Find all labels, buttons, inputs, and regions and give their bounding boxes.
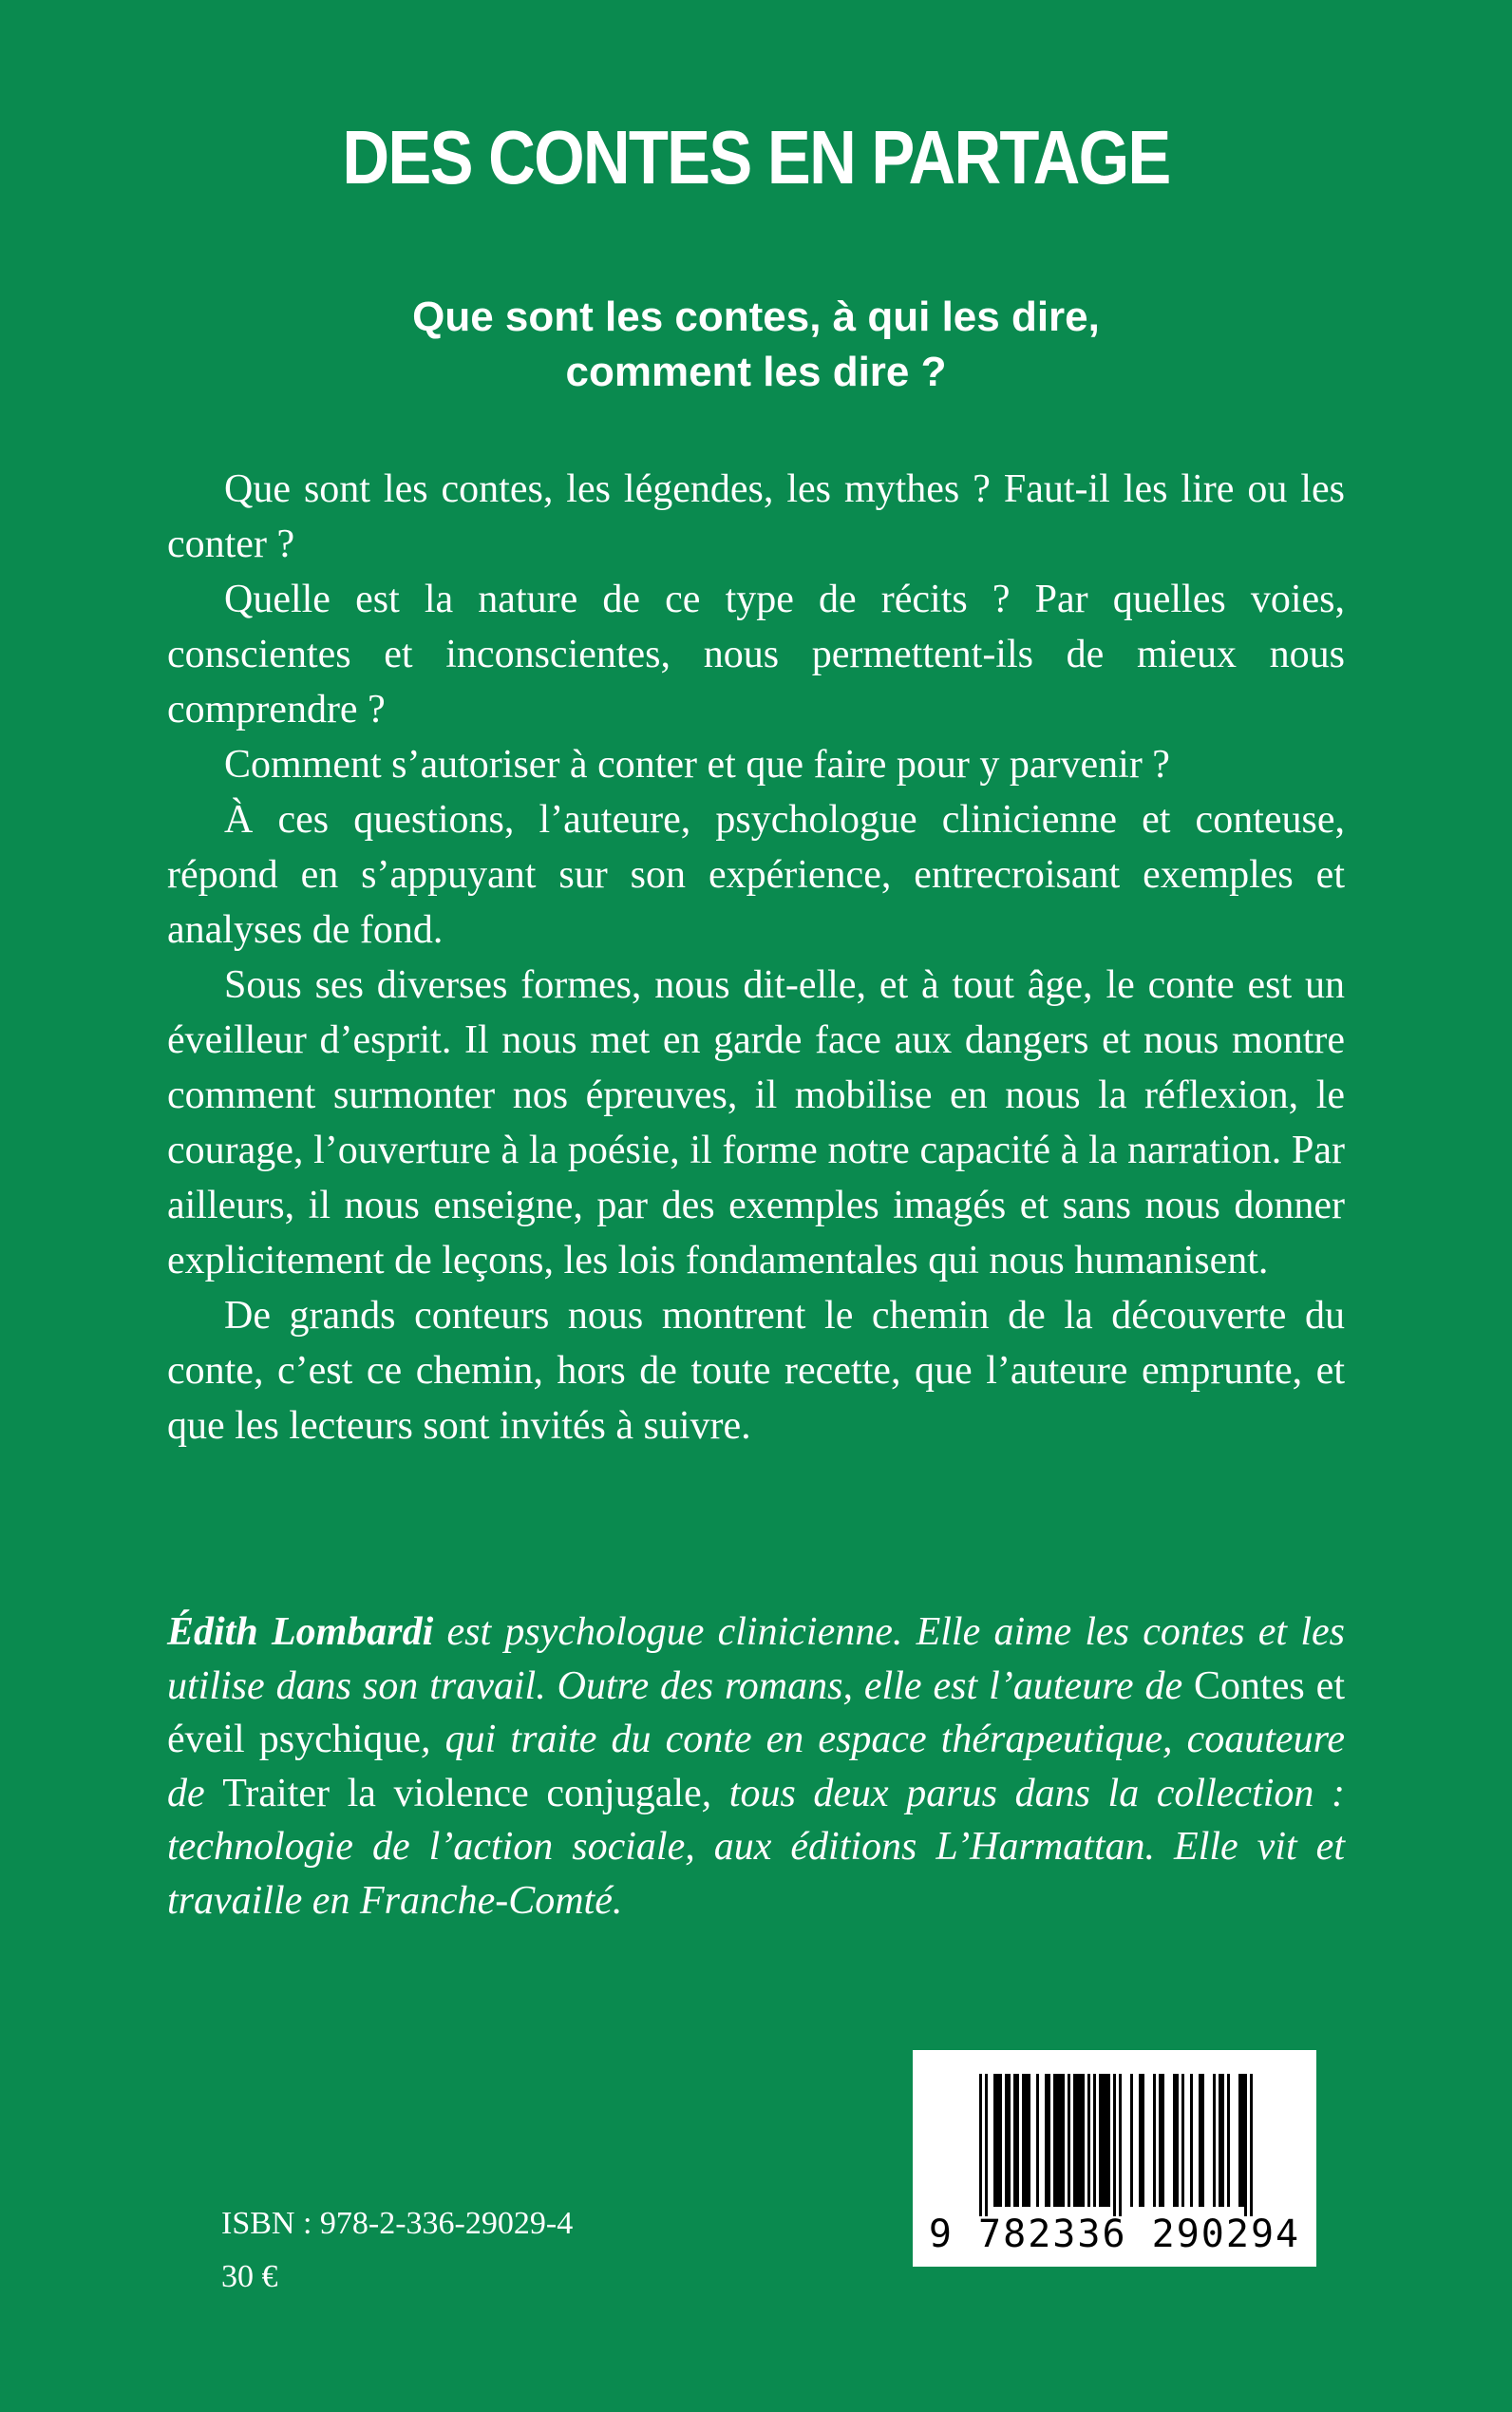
barcode-bar: [1099, 2074, 1110, 2207]
book-title: DES CONTES EN PARTAGE: [342, 115, 1170, 199]
barcode-bar: [979, 2074, 982, 2216]
blurb-paragraph-5: Sous ses diverses formes, nous dit-elle, et à tout âge, le conte est un éveilleur d’esprit. Il nous met en garde face aux dangers et nous montre comment surmonter nos épreuves, il mobilise en nous la réflexion, le courage, l’ouverture à la poésie, il forme notre capacité à la narration. Par ailleurs, il nous enseigne, par des exemples imagés et sans nous donner explicitement de leçons, les lois fondamentales qui nous humanisent.: [167, 963, 1345, 1282]
barcode-bar: [1087, 2074, 1090, 2207]
book-reference-2: Traiter la violence conjugale: [222, 1771, 702, 1815]
blurb-paragraph-3: Comment s’autoriser à conter et que faire pour y parvenir ?: [224, 743, 1170, 787]
barcode-bar: [1199, 2074, 1204, 2207]
barcode-bar: [1181, 2074, 1184, 2207]
barcode-bar: [1219, 2074, 1224, 2207]
barcode-bar: [1045, 2074, 1050, 2207]
barcode-bar: [1036, 2074, 1039, 2207]
barcode-bar: [1093, 2074, 1096, 2207]
bio-text-2: , qui traite du conte en espace thérapeutique, coauteure de: [167, 1718, 1346, 1815]
barcode-bar: [1250, 2074, 1253, 2216]
barcode-bar: [1013, 2074, 1019, 2207]
blurb-paragraph-4: À ces questions, l’auteure, psychologue clinicienne et conteuse, répond en s’appuyant sur son expérience, entrecroisant exemples et analyses de fond.: [167, 798, 1345, 952]
blurb-paragraph-2: Quelle est la nature de ce type de récits ? Par quelles voies, conscientes et inconscientes, nous permettent-ils de mieux nous comprendre ?: [167, 578, 1345, 731]
barcode-bar: [1068, 2074, 1070, 2207]
barcode-bar: [1227, 2074, 1230, 2207]
barcode-bar: [1119, 2074, 1122, 2216]
barcode-bar: [1053, 2074, 1065, 2207]
author-bio: [167, 1605, 1345, 1928]
barcode-bar: [1159, 2074, 1164, 2207]
blurb-text: [167, 462, 1345, 1453]
author-name: Édith Lombardi: [167, 1610, 434, 1654]
bio-text-1: est psychologue clinicienne. Elle aime les contes et les utilise dans son travail. Outre des romans, elle est l’auteure de: [167, 1610, 1345, 1708]
blurb-paragraph-6: De grands conteurs nous montrent le chemin de la découverte du conte, c’est ce chemin, hors de toute recette, que l’auteure emprunte, et que les lecteurs sont invités à suivre.: [167, 1294, 1345, 1448]
barcode-bar: [1005, 2074, 1011, 2207]
barcode-bar: [1173, 2074, 1179, 2207]
barcode-bar: [1022, 2074, 1030, 2207]
barcode: [913, 2050, 1316, 2267]
bio-text-3: , tous deux parus dans la collection : technologie de l’action sociale, aux éditions L’Harmattan. Elle vit et travaille en Franche-Comté.: [167, 1771, 1345, 1923]
barcode-bar: [1190, 2074, 1193, 2207]
subtitle-line-1: Que sont les contes, à qui les dire,: [412, 294, 1100, 340]
barcode-bar: [993, 2074, 1002, 2207]
subtitle-line-2: comment les dire ?: [565, 349, 947, 395]
barcode-bar: [985, 2074, 988, 2216]
barcode-digits: 9 782336 290294: [928, 2213, 1301, 2256]
price-label: 30 €: [221, 2259, 278, 2294]
barcode-bar: [1153, 2074, 1156, 2207]
barcode-bar: [1073, 2074, 1085, 2207]
barcode-bar: [1213, 2074, 1216, 2207]
blurb-paragraph-1: Que sont les contes, les légendes, les mythes ? Faut-il les lire ou les conter ?: [167, 467, 1345, 566]
barcode-bar: [1139, 2074, 1144, 2207]
book-reference-1: Contes et éveil psychique: [167, 1663, 1345, 1761]
book-subtitle: [0, 290, 1512, 400]
barcode-bar: [1244, 2074, 1247, 2216]
barcode-bar: [1113, 2074, 1116, 2216]
barcode-bars-graphic: [913, 2050, 1316, 2216]
barcode-bar: [1238, 2074, 1244, 2207]
barcode-bar: [1130, 2074, 1133, 2207]
isbn-label: ISBN : 978-2-336-29029-4: [221, 2206, 574, 2241]
